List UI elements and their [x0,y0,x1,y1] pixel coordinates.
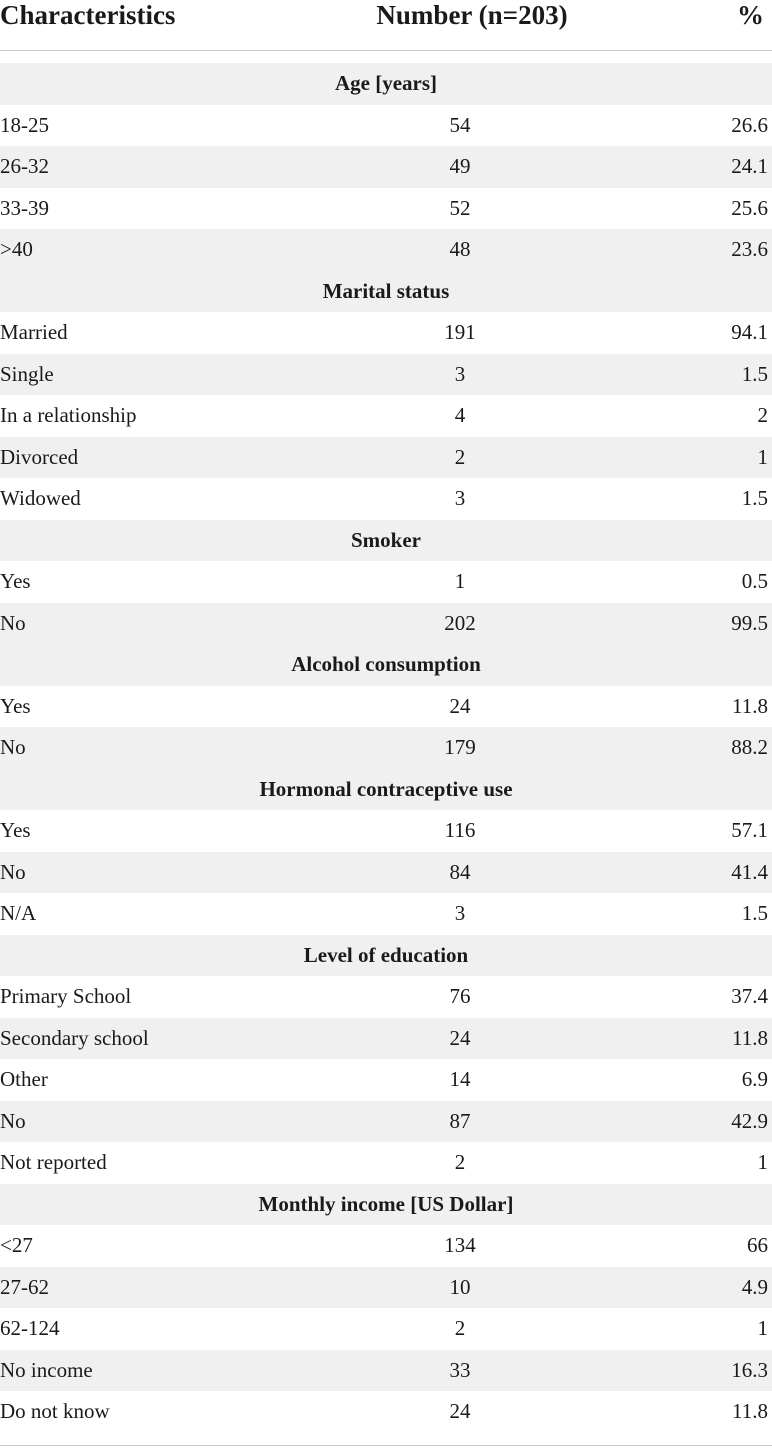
table-row [0,1350,772,1392]
row-label: 33-39 [0,195,49,220]
table-row [0,478,772,520]
header-number: Number (n=203) [376,0,568,30]
table-row [0,354,772,396]
row-percent: 66 [747,1233,768,1258]
row-percent: 24.1 [731,154,768,179]
row-label: <27 [0,1233,33,1258]
row-label: >40 [0,237,33,262]
row-number: 3 [454,901,466,926]
row-number: 52 [449,195,471,220]
header-characteristics: Characteristics [0,0,176,30]
row-percent: 1.5 [741,361,768,386]
table-row [0,1225,772,1267]
section-header: Smoker [0,520,772,562]
section-header: Monthly income [US Dollar] [0,1184,772,1226]
row-number: 134 [444,1233,476,1258]
row-label: Married [0,320,68,345]
row-percent: 11.8 [732,693,768,718]
section-header: Level of education [0,935,772,977]
row-percent: 1.5 [741,486,768,511]
bottom-rule [0,1445,772,1446]
row-label: Secondary school [0,1025,149,1050]
row-percent: 37.4 [731,984,768,1009]
row-label: Single [0,361,54,386]
row-number: 2 [454,1316,466,1341]
table-row [0,1267,772,1309]
section-header: Marital status [0,271,772,313]
row-label: Other [0,1067,48,1092]
table-row [0,686,772,728]
row-number: 54 [449,112,471,137]
section-header: Alcohol consumption [0,644,772,686]
row-percent: 1 [757,1150,768,1175]
row-label: Yes [0,569,31,594]
row-label: Do not know [0,1399,110,1424]
row-number: 116 [444,818,476,843]
row-percent: 11.8 [732,1025,768,1050]
row-number: 3 [454,486,466,511]
row-label: In a relationship [0,403,137,428]
table-row [0,312,772,354]
section-header: Age [years] [0,63,772,105]
table-row [0,976,772,1018]
row-percent: 23.6 [731,237,768,262]
table-row [0,395,772,437]
table-row [0,1308,772,1350]
row-number: 33 [449,1357,471,1382]
table-row [0,893,772,935]
header-spacer [0,51,772,63]
row-percent: 0.5 [741,569,768,594]
row-label: No [0,1108,26,1133]
row-number: 14 [449,1067,471,1092]
row-number: 49 [449,154,471,179]
table-row [0,188,772,230]
row-label: 26-32 [0,154,49,179]
row-percent: 1 [757,1316,768,1341]
table-header [0,0,772,51]
table-row [0,852,772,894]
row-percent: 16.3 [731,1357,768,1382]
row-label: Primary School [0,984,132,1009]
row-percent: 6.9 [741,1067,768,1092]
table-row [0,146,772,188]
row-percent: 42.9 [731,1108,768,1133]
table-row [0,105,772,147]
row-percent: 88.2 [731,735,768,760]
row-number: 87 [449,1108,471,1133]
table-row [0,810,772,852]
row-label: Not reported [0,1150,107,1175]
table-row [0,437,772,479]
row-number: 24 [449,1399,471,1424]
table-row [0,1018,772,1060]
row-percent: 2 [757,403,768,428]
row-label: 27-62 [0,1274,49,1299]
row-label: N/A [0,901,37,926]
row-number: 10 [449,1274,471,1299]
row-percent: 1 [757,444,768,469]
row-percent: 4.9 [741,1274,768,1299]
row-number: 4 [454,403,466,428]
row-number: 179 [444,735,476,760]
table-row [0,1391,772,1433]
table-row [0,1142,772,1184]
row-percent: 57.1 [731,818,768,843]
row-number: 1 [454,569,466,594]
row-number: 191 [444,320,476,345]
table-row [0,1059,772,1101]
table-row [0,1101,772,1143]
row-number: 202 [444,610,476,635]
row-label: No income [0,1357,93,1382]
row-number: 84 [449,859,471,884]
row-number: 48 [449,237,471,262]
row-number: 2 [454,444,466,469]
row-label: Yes [0,818,31,843]
row-number: 76 [449,984,471,1009]
row-label: No [0,735,26,760]
row-number: 2 [454,1150,466,1175]
row-percent: 26.6 [731,112,768,137]
row-percent: 94.1 [731,320,768,345]
row-label: Divorced [0,444,79,469]
row-label: Yes [0,693,31,718]
row-number: 24 [449,1025,471,1050]
row-percent: 25.6 [731,195,768,220]
row-label: 18-25 [0,112,49,137]
row-percent: 41.4 [731,859,768,884]
row-percent: 11.8 [732,1399,768,1424]
header-percent: % [737,0,764,30]
table-row [0,727,772,769]
table-row [0,561,772,603]
row-percent: 1.5 [741,901,768,926]
table-row [0,229,772,271]
row-label: No [0,610,26,635]
row-label: 62-124 [0,1316,60,1341]
row-number: 24 [449,693,471,718]
row-label: Widowed [0,486,81,511]
section-header: Hormonal contraceptive use [0,769,772,811]
row-percent: 99.5 [731,610,768,635]
row-number: 3 [454,361,466,386]
table-body [0,63,772,1433]
row-label: No [0,859,26,884]
table-row [0,603,772,645]
